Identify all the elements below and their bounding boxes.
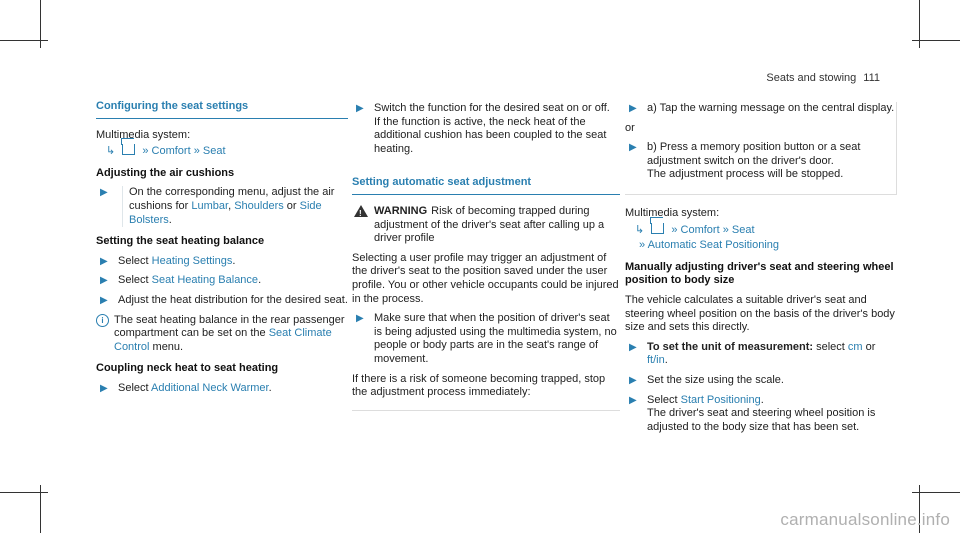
multimedia-label: Multimedia system: [96,128,191,141]
info-text: menu. [152,340,184,353]
crop-mark [0,492,48,493]
step-arrow-icon: ▶ [356,313,364,325]
heating-settings-link[interactable]: Heating Settings [151,254,233,267]
step-text: Adjust the heat distribution for the desired seat. [118,293,348,306]
path-comfort[interactable]: Comfort [151,145,191,158]
crop-mark [912,40,960,41]
chevron-right-icon: » [639,239,646,252]
chevron-right-icon: » [722,223,729,236]
warning-box [352,205,620,411]
chevron-right-icon: » [671,223,678,236]
step-arrow-icon: ▶ [629,341,637,353]
path-automatic-seat-positioning[interactable]: Automatic Seat Positioning [647,239,780,252]
subsection-title: Setting the seat heating balance [96,235,265,248]
step [625,374,897,388]
menu-path [625,239,897,253]
warning-label: WARNING [374,204,428,217]
separator: . [168,213,172,226]
step-text: a) Tap the warning message on the central display. [647,102,895,114]
step-arrow-icon: ▶ [629,374,637,386]
column-1 [96,100,348,402]
step-result: The driver's seat and steering wheel position is adjusted to the body size that has been set. [647,407,876,433]
info-icon: i [96,314,109,327]
step: ▶ Select Heating Settings. [100,254,236,267]
path-seat[interactable]: Seat [202,145,226,158]
or-text: or [625,121,635,134]
step [352,312,620,366]
warning-paragraph: If there is a risk of someone becoming trapped, stop the adjustment process immediately: [352,372,606,399]
crop-mark [912,492,960,493]
side-bolsters-link[interactable]: Side Bolsters [129,199,322,226]
step-text: On the corresponding menu, adjust the air cushions for [129,186,335,212]
step [96,294,348,308]
step-arrow-icon: ▶ [100,255,108,267]
step-arrow-icon: ▶ [629,394,637,406]
step: ▶ To set the unit of measurement: select cm or ft/in. [629,340,876,367]
seat-climate-control-link[interactable]: Seat Climate Control [114,327,332,353]
step-arrow-icon: ▶ [629,142,637,154]
step-text: or [865,340,876,353]
section-title: Setting automatic seat adjustment [352,176,620,195]
step-arrow-icon: ▶ [629,103,637,114]
step-arrow-icon: ▶ [100,187,108,199]
path-comfort[interactable]: Comfort [680,223,720,236]
chevron-right-icon: » [142,145,149,158]
step [625,102,896,116]
subsection-title: Coupling neck heat to seat heating [96,362,279,375]
start-positioning-link[interactable]: Start Positioning [680,393,761,406]
warning-header [352,205,620,246]
cm-link[interactable]: cm [847,340,863,353]
page-header [766,72,880,86]
step-text: Make sure that when the position of driver's seat is being adjusted using the multimedia system, no people or body parts are in the seat's range of movement. [374,312,617,365]
step-arrow-icon: ▶ [100,382,108,394]
unit-label: To set the unit of measurement: [647,340,814,353]
step-result: If the function is active, the neck heat of the additional cushion has been coupled to the seat heating. [374,115,607,155]
step: ▶ Select Seat Heating Balance. [100,274,262,287]
step-text: Set the size using the scale. [647,373,784,386]
path-seat[interactable]: Seat [731,223,755,236]
step-text: Select [118,274,149,287]
chevron-right-icon: » [193,145,200,158]
warning-triangle-icon [354,205,368,217]
section-title: Configuring the seat settings [96,100,348,119]
step-text: Switch the function for the desired seat on or off. [374,102,610,114]
crop-mark [0,40,48,41]
paragraph: The vehicle calculates a suitable driver's seat and steering wheel position on the basis of the driver's body size and sets this directly. [625,293,895,334]
step-text: Select [118,381,149,394]
ft-in-link[interactable]: ft/in [647,354,665,367]
menu-path [96,144,348,159]
step [625,141,896,182]
subsection-title: Adjusting the air cushions [96,166,235,179]
step-text: select [816,340,845,353]
step-text: Select [647,393,678,406]
info-note [96,314,348,355]
step-text: b) Press a memory position button or a seat adjustment switch on the driver's door. [647,141,861,167]
step-text: Select [118,254,149,267]
subsection-title: Manually adjusting driver's seat and steering wheel position to body size [625,260,894,287]
step: ▶ Select Start Positioning. The driver's seat and steering wheel position is adjusted to the body size that has been set. [625,394,897,435]
warning-text: Risk of becoming trapped during adjustment of the driver's seat after calling up a driver profile [374,204,605,245]
additional-neck-warmer-link[interactable]: Additional Neck Warmer [151,381,269,394]
step-arrow-icon: ▶ [100,275,108,287]
column-3 [625,100,897,440]
chapter-title: Seats and stowing [766,72,857,84]
page-number: 111 [863,72,880,84]
menu-path [625,223,897,238]
separator: , [228,199,235,212]
watermark: carmanualsonline.info [780,510,950,530]
step-arrow-icon: ▶ [356,103,364,114]
multimedia-label: Multimedia system: [625,206,720,219]
warning-paragraph: Selecting a user profile may trigger an adjustment of the driver's seat to the position saved under the user profile. You or other vehicle occupants could be injured in the process. [352,251,619,305]
stop-box [625,102,897,195]
seat-heating-balance-link[interactable]: Seat Heating Balance [151,274,259,287]
home-icon [122,144,135,155]
return-arrow-icon: ↳ [635,223,645,236]
info-text: The seat heating balance in the rear passenger compartment can be set on the [114,313,345,340]
step [96,186,348,227]
home-icon [651,223,664,234]
lumbar-link[interactable]: Lumbar [191,199,229,212]
step-arrow-icon: ▶ [100,294,108,306]
column-2 [352,100,620,411]
step [352,102,620,156]
step-result: The adjustment process will be stopped. [647,168,844,181]
step: ▶ Select Additional Neck Warmer. [100,381,272,394]
shoulders-link[interactable]: Shoulders [234,199,284,212]
return-arrow-icon: ↳ [106,145,116,158]
separator: or [283,199,300,212]
